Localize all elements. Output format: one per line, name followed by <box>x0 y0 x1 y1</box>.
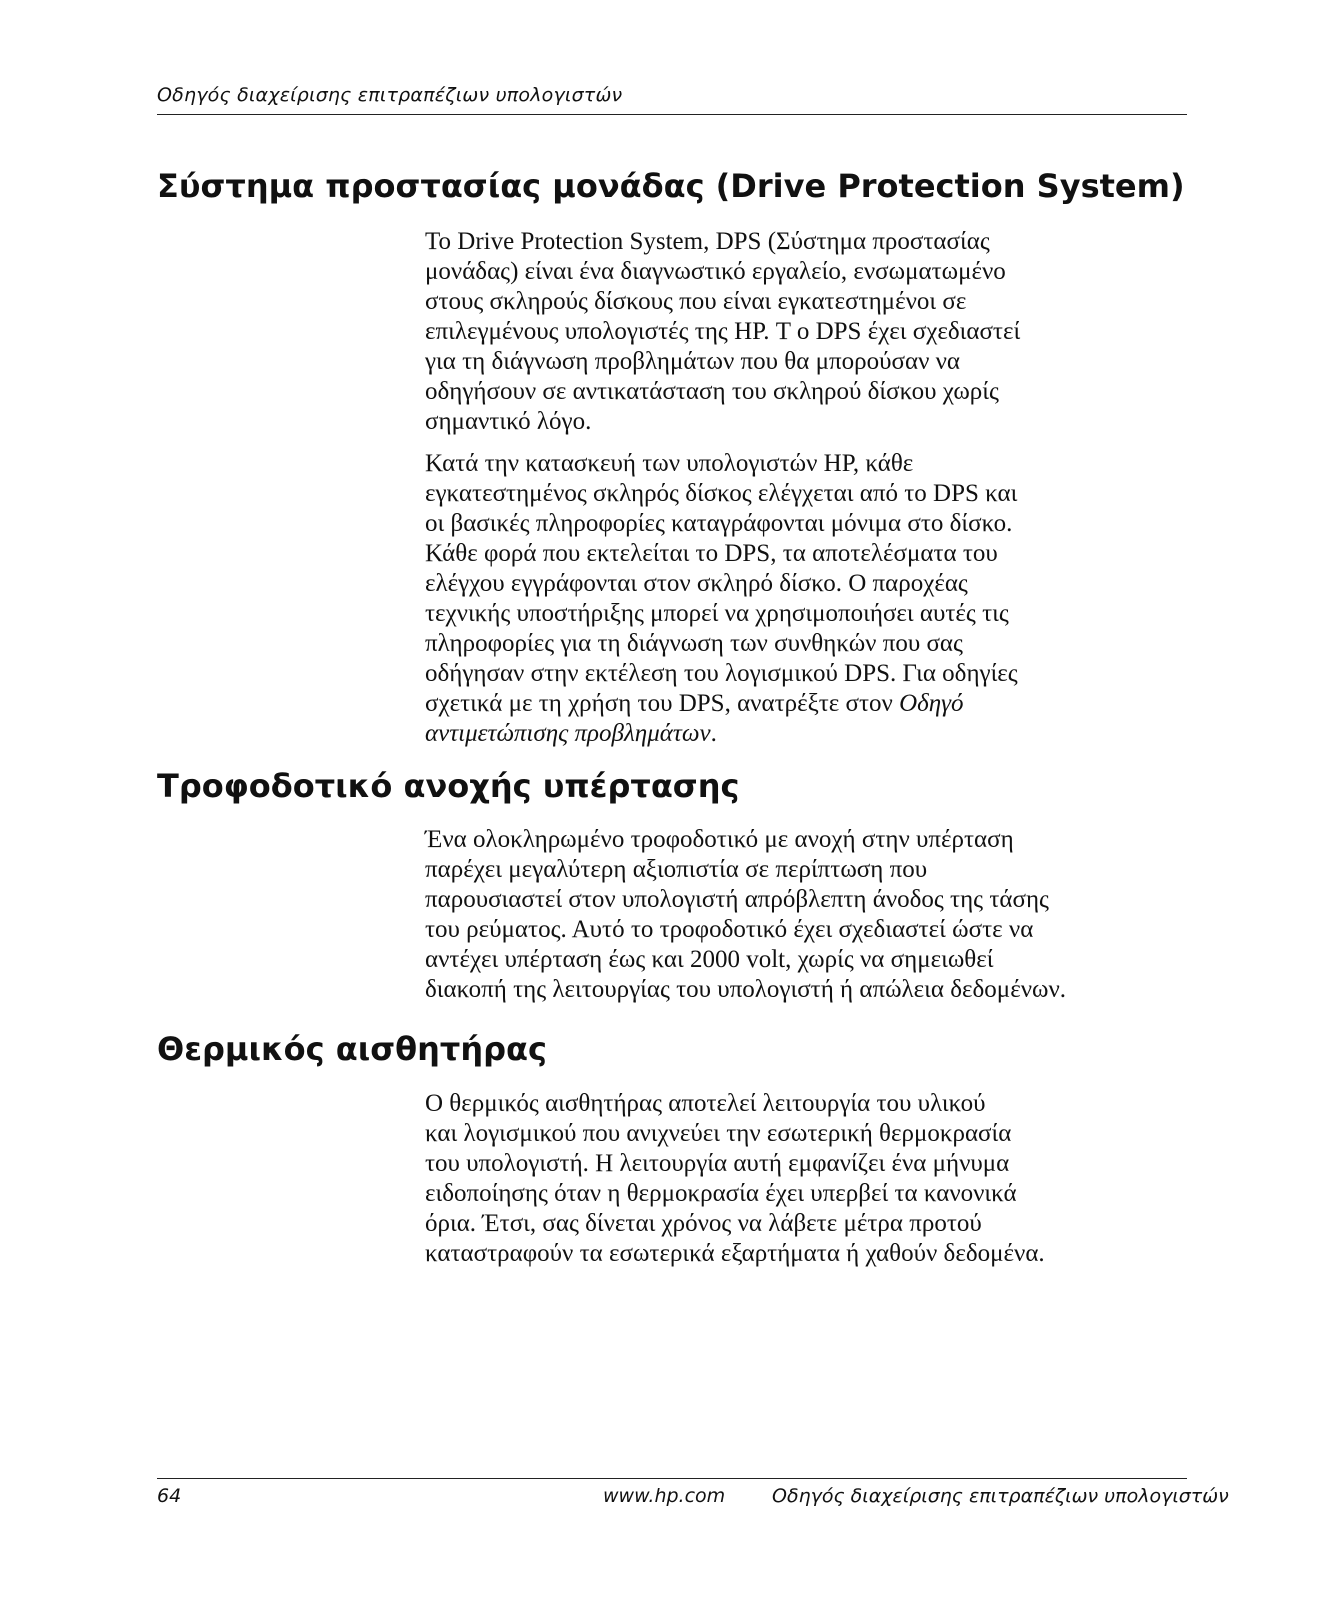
text-line: όρια. Έτσι, σας δίνεται χρόνος να λάβετε μέτρα προτού <box>425 1210 982 1237</box>
running-header: Οδηγός διαχείρισης επιτραπέζιων υπολογιστών <box>157 84 623 106</box>
text-line: για τη διάγνωση προβλημάτων που θα μπορούσαν να <box>425 348 961 375</box>
header-rule <box>157 114 1187 115</box>
text-line: μονάδας) είναι ένα διαγνωστικό εργαλείο, ενσωματωμένο <box>425 258 1006 285</box>
text-line: πληροφορίες για τη διάγνωση των συνθηκών που σας <box>425 630 963 657</box>
text-line: ειδοποίησης όταν η θερμοκρασία έχει υπερβεί τα κανονικά <box>425 1180 1017 1207</box>
text-line: στους σκληρούς δίσκους που είναι εγκατεστημένοι σε <box>425 288 967 315</box>
text-segment: . <box>710 720 717 747</box>
text-line: παρέχει μεγαλύτερη αξιοπιστία σε περίπτωση που <box>425 856 928 883</box>
text-line: και λογισμικού που ανιχνεύει την εσωτερική θερμοκρασία <box>425 1120 1012 1147</box>
text-line: Κάθε φορά που εκτελείται το DPS, τα αποτελέσματα του <box>425 540 998 567</box>
text-line <box>425 719 1195 749</box>
text-line <box>425 689 1195 719</box>
text-line: οδήγησαν στην εκτέλεση του λογισμικού DPS. Για οδηγίες <box>425 660 1018 687</box>
text-line: τεχνικής υποστήριξης μπορεί να χρησιμοποιήσει αυτές τις <box>425 600 1009 627</box>
text-line: αντέχει υπέρταση έως και 2000 volt, χωρίς να σημειωθεί <box>425 946 994 973</box>
section-heading-surge-tolerant-psu: Τροφοδοτικό ανοχής υπέρτασης <box>157 767 740 805</box>
text-line: του υπολογιστή. Η λειτουργία αυτή εμφανίζει ένα μήνυμα <box>425 1150 1010 1177</box>
page-number: 64 <box>157 1485 182 1507</box>
text-line: εγκατεστημένος σκληρός δίσκος ελέγχεται από το DPS και <box>425 480 1018 507</box>
text-line: του ρεύματος. Αυτό το τροφοδοτικό έχει σχεδιαστεί ώστε να <box>425 916 1034 943</box>
paragraph <box>425 227 1195 437</box>
text-line: Ένα ολοκληρωμένο τροφοδοτικό με ανοχή στην υπέρταση <box>425 826 1014 853</box>
text-line: διακοπή της λειτουργίας του υπολογιστή ή απώλεια δεδομένων. <box>425 976 1067 1003</box>
text-line: Κατά την κατασκευή των υπολογιστών HP, κάθε <box>425 450 914 477</box>
text-line: οι βασικές πληροφορίες καταγράφονται μόνιμα στο δίσκο. <box>425 510 1013 537</box>
text-line: ελέγχου εγγράφονται στον σκληρό δίσκο. Ο παροχέας <box>425 570 968 597</box>
footer-url: www.hp.com <box>603 1485 726 1507</box>
footer-title: Οδηγός διαχείρισης επιτραπέζιων υπολογιστών <box>772 1485 1229 1507</box>
text-segment: σχετικά με τη χρήση του DPS, ανατρέξτε στον <box>425 690 900 717</box>
section-body-drive-protection <box>425 227 1195 749</box>
paragraph <box>425 1089 1195 1269</box>
text-line: καταστραφούν τα εσωτερικά εξαρτήματα ή χαθούν δεδομένα. <box>425 1240 1045 1267</box>
section-body-thermal-sensor <box>425 1089 1195 1269</box>
text-line: Ο θερμικός αισθητήρας αποτελεί λειτουργία του υλικού <box>425 1090 986 1117</box>
paragraph <box>425 449 1195 749</box>
paragraph <box>425 825 1195 1005</box>
text-line: επιλεγμένους υπολογιστές της HP. Τ ο DPS έχει σχεδιαστεί <box>425 318 1021 345</box>
text-line: παρουσιαστεί στον υπολογιστή απρόβλεπτη άνοδος της τάσης <box>425 886 1049 913</box>
section-heading-thermal-sensor: Θερμικός αισθητήρας <box>157 1030 547 1068</box>
guide-reference: αντιμετώπισης προβλημάτων <box>425 720 711 747</box>
text-line: Το Drive Protection System, DPS (Σύστημα προστασίας <box>425 228 990 255</box>
section-heading-drive-protection: Σύστημα προστασίας μονάδας (Drive Protection System) <box>157 167 1185 205</box>
text-line: οδηγήσουν σε αντικατάσταση του σκληρού δίσκου χωρίς <box>425 378 999 405</box>
text-line: σημαντικό λόγο. <box>425 408 592 435</box>
guide-reference: Οδηγό <box>899 690 964 717</box>
section-body-surge-tolerant-psu <box>425 825 1195 1005</box>
footer-rule <box>157 1478 1187 1479</box>
